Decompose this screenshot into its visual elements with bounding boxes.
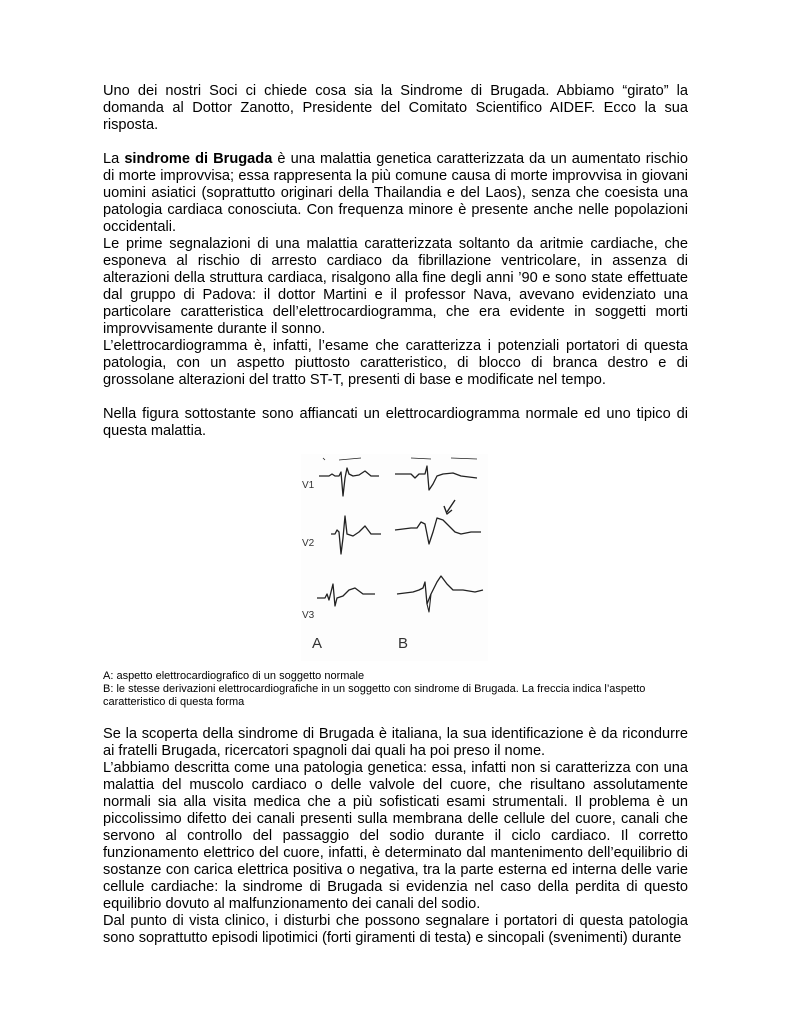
discovery-paragraph: Se la scoperta della sindrome di Brugada è italiana, la sua identificazione è da ricondurre ai fratelli Brugada, ricercatori spagnoli dai quali ha poi preso il nome. xyxy=(103,726,688,759)
figure-caption xyxy=(103,670,688,709)
definition-paragraph xyxy=(103,151,688,236)
caption-b: B: le stesse derivazioni elettrocardiografiche in un soggetto con sindrome di Brugada. La freccia indica l’aspetto caratteristico di questa forma xyxy=(103,683,646,708)
definition-rest: è una malattia genetica caratterizzata da un aumentato rischio di morte improvvisa; essa rappresenta la più comune causa di morte improvvisa in giovani uomini asiatici (soprattutto originari della Thailandia e del Laos), senza che coesista una patologia cardiaca conosciuta. Con frequenza minore è presente anche nelle popolazioni occidentali. xyxy=(103,151,688,235)
ecg-trace-a-v1-baseline xyxy=(323,458,361,460)
ecg-paragraph: L’elettrocardiogramma è, infatti, l’esame che caratterizza i potenziali portatori di questa patologia, con un aspetto piuttosto caratteristico, di blocco di branca destro e di grossolane alterazioni del tratto ST-T, presenti di base e modificate nel tempo. xyxy=(103,338,688,388)
panel-label-a: A xyxy=(312,635,323,652)
ecg-trace-a-v3 xyxy=(317,584,375,606)
syndrome-term: sindrome di Brugada xyxy=(124,151,273,167)
clinical-paragraph: Dal punto di vista clinico, i disturbi che possono segnalare i portatori di questa patologia sono soprattutto episodi lipotimici (forti giramenti di testa) e sincopali (svenimenti) durante xyxy=(103,913,688,946)
ecg-trace-b-v1 xyxy=(395,466,477,490)
ecg-trace-b-v1-top xyxy=(411,458,477,459)
lead-label-v3: V3 xyxy=(302,610,315,621)
ecg-tracings xyxy=(301,454,488,661)
ecg-trace-b-v3 xyxy=(397,576,483,604)
ecg-trace-a-v2 xyxy=(331,516,381,554)
panel-label-b: B xyxy=(398,635,409,652)
lead-label-v1: V1 xyxy=(302,480,315,491)
ecg-trace-b-v2 xyxy=(395,518,481,544)
definition-lead: La xyxy=(103,151,125,167)
figure-intro-paragraph: Nella figura sottostante sono affiancati un elettrocardiogramma normale ed uno tipico di questa malattia. xyxy=(103,406,688,439)
caption-a: A: aspetto elettrocardiografico di un soggetto normale xyxy=(103,670,365,682)
document-page xyxy=(103,83,688,947)
history-paragraph: Le prime segnalazioni di una malattia caratterizzata soltanto da aritmie cardiache, che esponeva al rischio di arresto cardiaco da fibrillazione ventricolare, in assenza di alterazioni della struttura cardiaca, risalgono alla fine degli anni ’90 e sono state effettuate dal gruppo di Padova: il dottor Martini e il professor Nava, avevano evidenziato una particolare caratteristica dell’elettrocardiogramma, che era evidente in soggetti morti improvvisamente durante il sonno. xyxy=(103,236,688,337)
ecg-trace-a-v1 xyxy=(319,468,379,496)
lead-label-v2: V2 xyxy=(302,538,315,549)
ecg-figure xyxy=(301,454,488,661)
genetics-paragraph: L’abbiamo descritta come una patologia genetica: essa, infatti non si caratterizza con una malattia del muscolo cardiaco o delle valvole del cuore, che risultano assolutamente normali sia alla visita medica che a più sofisticati esami strumentali. Il problema è un piccolissimo difetto dei canali presenti sulla membrana delle cellule del cuore, canali che servono al controllo del passaggio del sodio durante il ciclo cardiaco. Il corretto funzionamento elettrico del cuore, infatti, è determinato dal mantenimento dell’equilibrio di sostanze con carica elettrica positiva o negativa, tra la parte esterna ed interna delle varie cellule cardiache: la sindrome di Brugada si evidenzia nel caso della perdita di questo equilibrio dovuto al malfunzionamento dei canali del sodio. xyxy=(103,760,688,912)
intro-paragraph: Uno dei nostri Soci ci chiede cosa sia la Sindrome di Brugada. Abbiamo “girato” la domanda al Dottor Zanotto, Presidente del Comitato Scientifico AIDEF. Ecco la sua risposta. xyxy=(103,83,688,133)
